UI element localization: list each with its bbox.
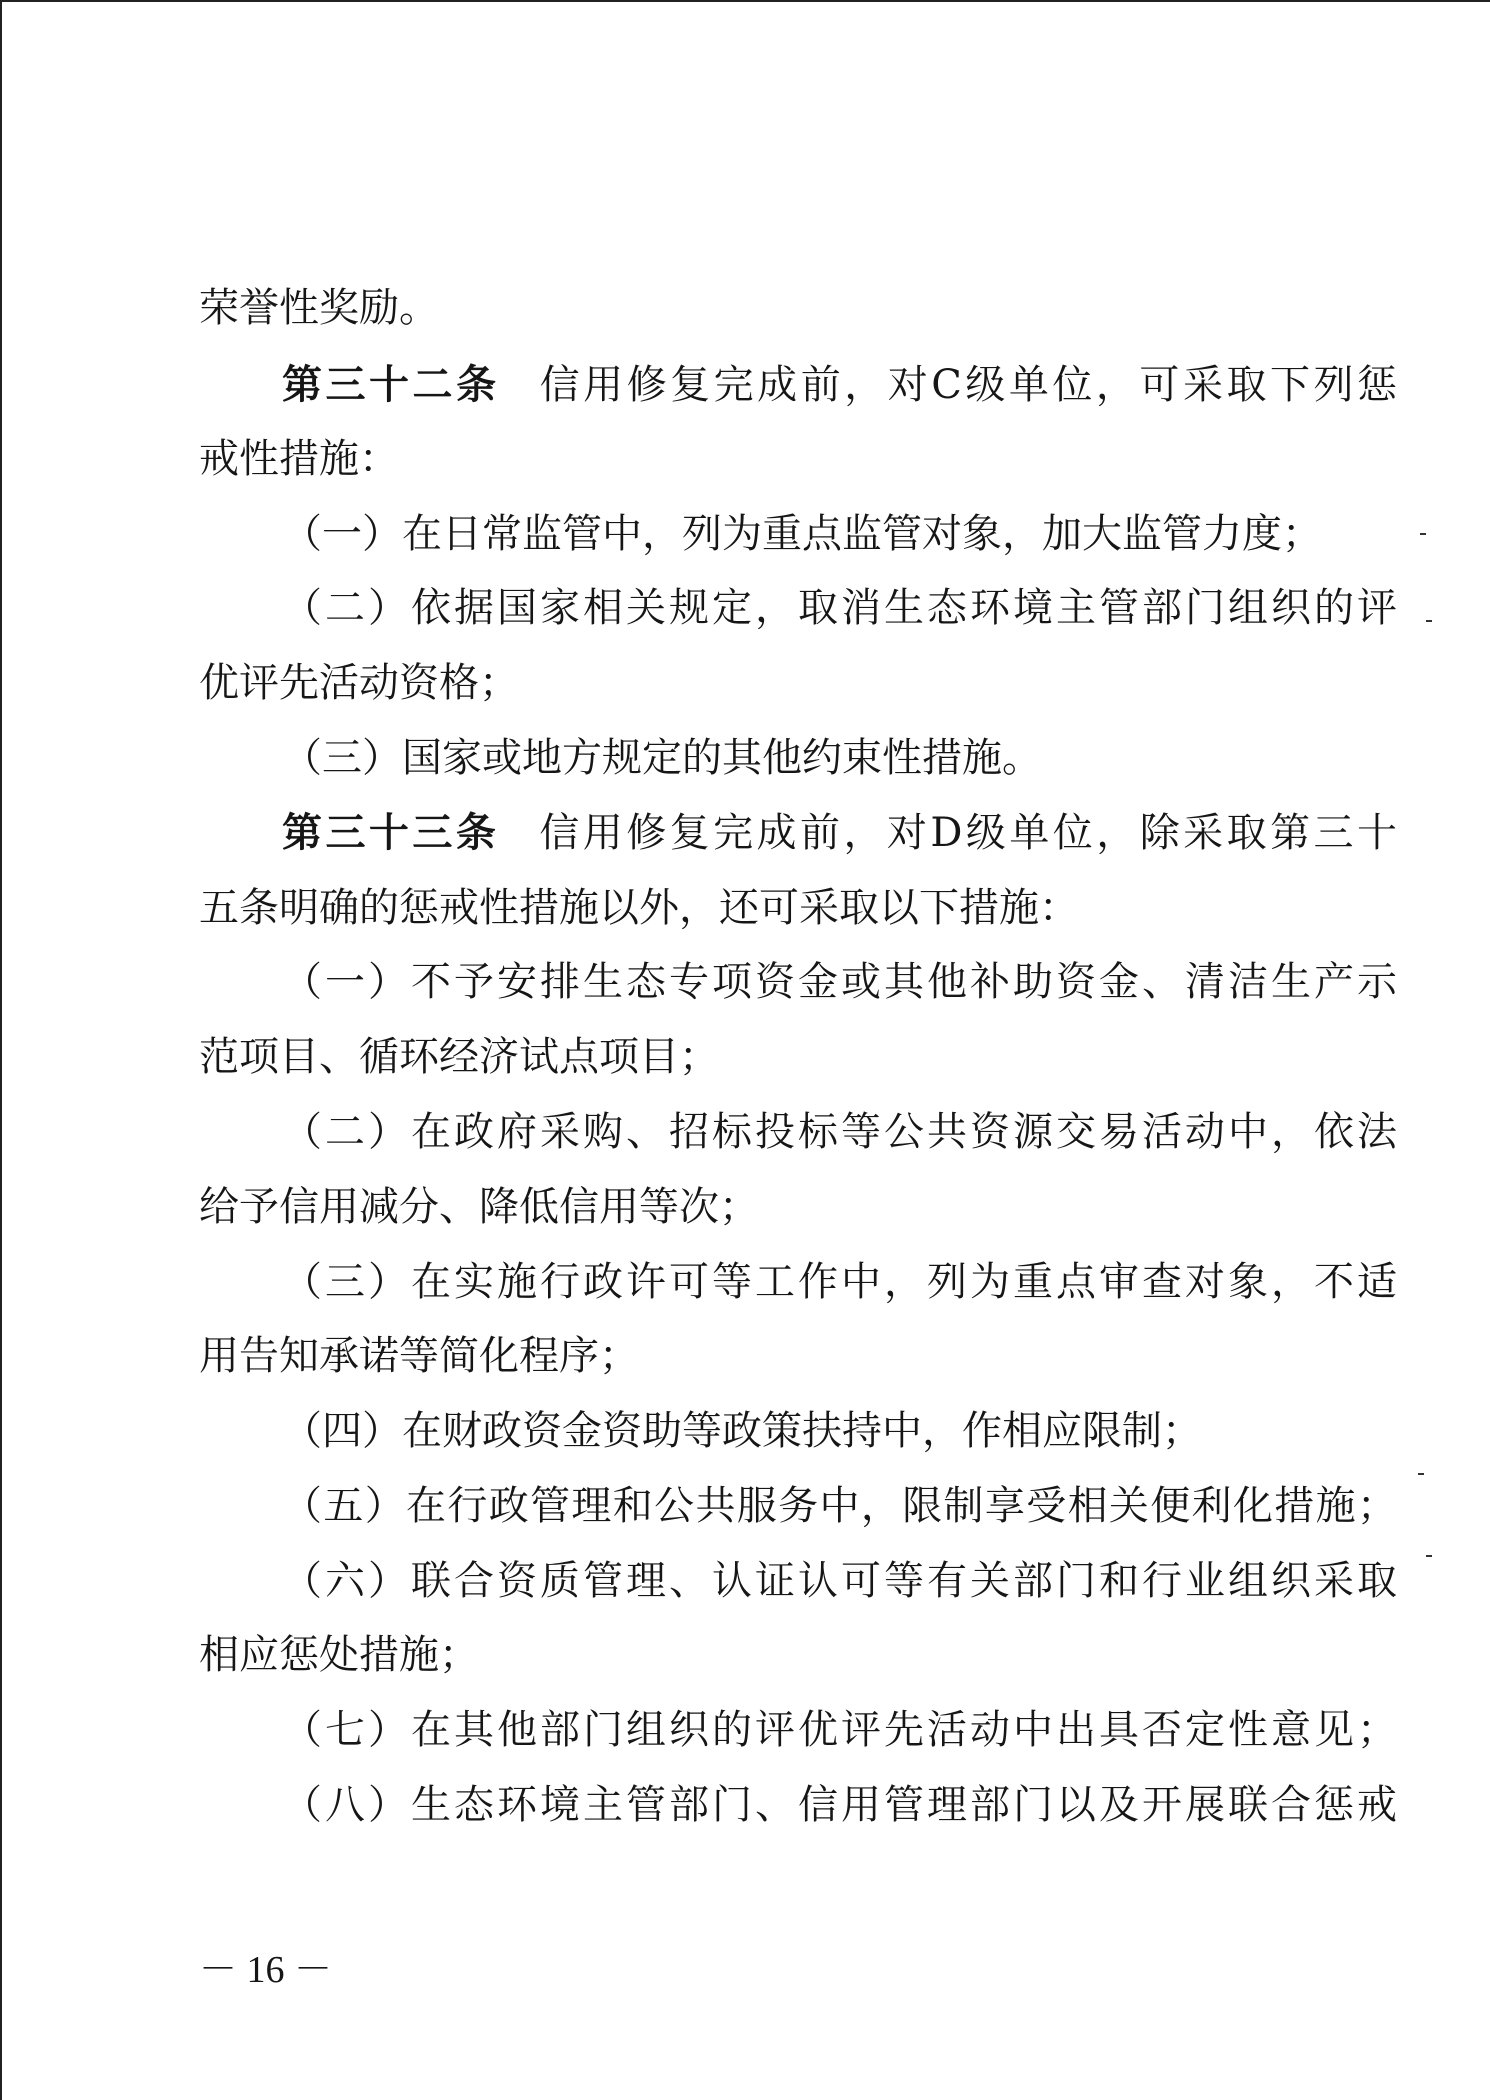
list-item: （二）依据国家相关规定，取消生态环境主管部门组织的评 (282, 585, 1397, 631)
scan-mark (1418, 1473, 1424, 1475)
text-line: 荣誉性奖励。 (199, 285, 439, 331)
list-item: （七）在其他部门组织的评优评先活动中出具否定性意见； (282, 1707, 1397, 1753)
text-line: 用告知承诺等简化程序； (199, 1333, 639, 1379)
list-item: （六）联合资质管理、认证认可等有关部门和行业组织采取 (282, 1558, 1397, 1604)
article-32-first-line: 第三十二条 信用修复完成前，对C级单位，可采取下列惩 (282, 362, 1398, 408)
scan-mark (1426, 1555, 1432, 1557)
list-item: （一）不予安排生态专项资金或其他补助资金、清洁生产示 (282, 959, 1397, 1005)
text-line: 优评先活动资格； (199, 660, 519, 706)
article-32-heading: 第三十二条 (282, 362, 500, 408)
scan-mark (1420, 533, 1426, 535)
scan-mark (1426, 620, 1432, 622)
list-item: （四）在财政资金资助等政策扶持中，作相应限制； (282, 1408, 1202, 1454)
text-line: 给予信用减分、降低信用等次； (199, 1184, 759, 1230)
text-line: 范项目、循环经济试点项目； (199, 1034, 719, 1080)
list-item: （八）生态环境主管部门、信用管理部门以及开展联合惩戒 (282, 1782, 1397, 1828)
list-item: （二）在政府采购、招标投标等公共资源交易活动中，依法 (282, 1109, 1397, 1155)
article-33-heading: 第三十三条 (282, 810, 500, 856)
list-item: （三）在实施行政许可等工作中，列为重点审查对象，不适 (282, 1259, 1397, 1305)
text-line: 五条明确的惩戒性措施以外，还可采取以下措施： (199, 885, 1079, 931)
text-line: 戒性措施： (199, 436, 399, 482)
page-number: － 16 － (199, 1949, 333, 1991)
list-item: （五）在行政管理和公共服务中，限制享受相关便利化措施； (282, 1483, 1397, 1529)
text-line: 相应惩处措施； (199, 1632, 479, 1678)
list-item: （三）国家或地方规定的其他约束性措施。 (282, 735, 1042, 781)
article-33-first-line: 第三十三条 信用修复完成前，对D级单位，除采取第三十 (282, 810, 1397, 856)
list-item: （一）在日常监管中，列为重点监管对象，加大监管力度； (282, 511, 1322, 557)
